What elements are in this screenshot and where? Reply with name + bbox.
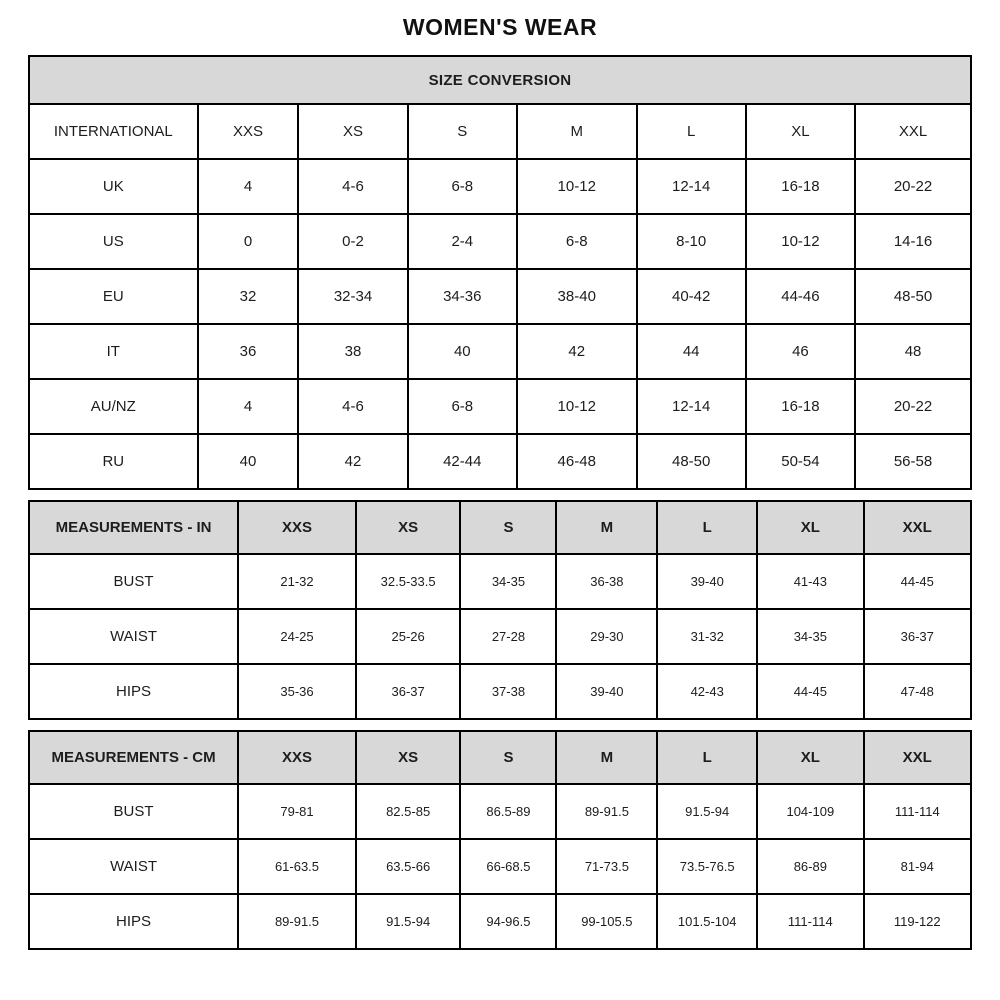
column-header-xs: XS bbox=[298, 104, 407, 159]
cell: 44-46 bbox=[746, 269, 855, 324]
cell: 56-58 bbox=[855, 434, 971, 489]
cell: 44 bbox=[637, 324, 746, 379]
row-label: HIPS bbox=[29, 664, 238, 719]
row-label: IT bbox=[29, 324, 198, 379]
size-header-l: L bbox=[657, 731, 757, 784]
row-label: WAIST bbox=[29, 839, 238, 894]
measurements-in-table bbox=[28, 500, 972, 720]
cell: 48-50 bbox=[637, 434, 746, 489]
cell: 24-25 bbox=[238, 609, 356, 664]
row-label: EU bbox=[29, 269, 198, 324]
row-label: HIPS bbox=[29, 894, 238, 949]
cell: 21-32 bbox=[238, 554, 356, 609]
page-title: WOMEN'S WEAR bbox=[402, 14, 598, 40]
table-row-hips-in bbox=[29, 664, 971, 719]
cell: 12-14 bbox=[637, 159, 746, 214]
cell: 101.5-104 bbox=[657, 894, 757, 949]
cell: 6-8 bbox=[408, 159, 517, 214]
cell: 111-114 bbox=[864, 784, 971, 839]
size-header-xxl: XXL bbox=[864, 731, 971, 784]
size-header-m: M bbox=[556, 731, 657, 784]
cell: 2-4 bbox=[408, 214, 517, 269]
cell: 42-43 bbox=[657, 664, 757, 719]
cell: 37-38 bbox=[460, 664, 556, 719]
cell: 39-40 bbox=[556, 664, 657, 719]
cell: 16-18 bbox=[746, 379, 855, 434]
table-row-bust-in bbox=[29, 554, 971, 609]
cell: 44-45 bbox=[757, 664, 863, 719]
cell: 46-48 bbox=[517, 434, 637, 489]
cell: 36 bbox=[198, 324, 299, 379]
measurements-cm-header-row bbox=[29, 731, 971, 784]
cell: 79-81 bbox=[238, 784, 356, 839]
cell: 4 bbox=[198, 379, 299, 434]
column-header-international: INTERNATIONAL bbox=[29, 104, 198, 159]
cell: 91.5-94 bbox=[657, 784, 757, 839]
cell: 86.5-89 bbox=[460, 784, 556, 839]
measurements-in-header-row bbox=[29, 501, 971, 554]
cell: 4-6 bbox=[298, 379, 407, 434]
cell: 32-34 bbox=[298, 269, 407, 324]
cell: 42 bbox=[298, 434, 407, 489]
cell: 39-40 bbox=[657, 554, 757, 609]
cell: 63.5-66 bbox=[356, 839, 461, 894]
measurements-cm-title: MEASUREMENTS - CM bbox=[29, 731, 238, 784]
cell: 38 bbox=[298, 324, 407, 379]
size-conversion-header: SIZE CONVERSION bbox=[29, 56, 971, 104]
row-label: UK bbox=[29, 159, 198, 214]
cell: 82.5-85 bbox=[356, 784, 461, 839]
row-label: US bbox=[29, 214, 198, 269]
cell: 41-43 bbox=[757, 554, 863, 609]
table-row-aunz bbox=[29, 379, 971, 434]
cell: 89-91.5 bbox=[238, 894, 356, 949]
cell: 0 bbox=[198, 214, 299, 269]
cell: 4 bbox=[198, 159, 299, 214]
column-header-l: L bbox=[637, 104, 746, 159]
size-conversion-band-row bbox=[29, 56, 971, 104]
column-header-m: M bbox=[517, 104, 637, 159]
cell: 99-105.5 bbox=[556, 894, 657, 949]
cell: 10-12 bbox=[517, 159, 637, 214]
measurements-cm-table bbox=[28, 730, 972, 950]
cell: 10-12 bbox=[746, 214, 855, 269]
cell: 94-96.5 bbox=[460, 894, 556, 949]
cell: 16-18 bbox=[746, 159, 855, 214]
size-header-s: S bbox=[460, 731, 556, 784]
cell: 4-6 bbox=[298, 159, 407, 214]
measurements-in-title: MEASUREMENTS - IN bbox=[29, 501, 238, 554]
size-header-xl: XL bbox=[757, 731, 863, 784]
cell: 34-36 bbox=[408, 269, 517, 324]
cell: 32 bbox=[198, 269, 299, 324]
size-header-xs: XS bbox=[356, 731, 461, 784]
row-label: AU/NZ bbox=[29, 379, 198, 434]
cell: 34-35 bbox=[460, 554, 556, 609]
row-label: RU bbox=[29, 434, 198, 489]
cell: 73.5-76.5 bbox=[657, 839, 757, 894]
cell: 32.5-33.5 bbox=[356, 554, 461, 609]
cell: 81-94 bbox=[864, 839, 971, 894]
cell: 48 bbox=[855, 324, 971, 379]
cell: 10-12 bbox=[517, 379, 637, 434]
cell: 104-109 bbox=[757, 784, 863, 839]
cell: 36-37 bbox=[356, 664, 461, 719]
cell: 86-89 bbox=[757, 839, 863, 894]
cell: 111-114 bbox=[757, 894, 863, 949]
size-header-xxs: XXS bbox=[238, 731, 356, 784]
cell: 40-42 bbox=[637, 269, 746, 324]
size-header-xxl: XXL bbox=[864, 501, 971, 554]
cell: 36-38 bbox=[556, 554, 657, 609]
column-header-s: S bbox=[408, 104, 517, 159]
cell: 8-10 bbox=[637, 214, 746, 269]
table-row-eu bbox=[29, 269, 971, 324]
cell: 31-32 bbox=[657, 609, 757, 664]
table-row-waist-in bbox=[29, 609, 971, 664]
column-header-xl: XL bbox=[746, 104, 855, 159]
cell: 25-26 bbox=[356, 609, 461, 664]
row-label: WAIST bbox=[29, 609, 238, 664]
column-header-xxs: XXS bbox=[198, 104, 299, 159]
cell: 66-68.5 bbox=[460, 839, 556, 894]
cell: 71-73.5 bbox=[556, 839, 657, 894]
cell: 42 bbox=[517, 324, 637, 379]
cell: 40 bbox=[198, 434, 299, 489]
cell: 20-22 bbox=[855, 379, 971, 434]
cell: 12-14 bbox=[637, 379, 746, 434]
cell: 20-22 bbox=[855, 159, 971, 214]
column-header-xxl: XXL bbox=[855, 104, 971, 159]
cell: 14-16 bbox=[855, 214, 971, 269]
size-header-m: M bbox=[556, 501, 657, 554]
table-row-bust-cm bbox=[29, 784, 971, 839]
size-header-s: S bbox=[460, 501, 556, 554]
table-row-us bbox=[29, 214, 971, 269]
table-row-uk bbox=[29, 159, 971, 214]
cell: 47-48 bbox=[864, 664, 971, 719]
size-header-xs: XS bbox=[356, 501, 461, 554]
cell: 42-44 bbox=[408, 434, 517, 489]
cell: 29-30 bbox=[556, 609, 657, 664]
cell: 36-37 bbox=[864, 609, 971, 664]
cell: 6-8 bbox=[517, 214, 637, 269]
cell: 38-40 bbox=[517, 269, 637, 324]
row-label: BUST bbox=[29, 784, 238, 839]
table-row-waist-cm bbox=[29, 839, 971, 894]
size-conversion-table bbox=[28, 55, 972, 490]
cell: 119-122 bbox=[864, 894, 971, 949]
cell: 50-54 bbox=[746, 434, 855, 489]
table-row-hips-cm bbox=[29, 894, 971, 949]
cell: 61-63.5 bbox=[238, 839, 356, 894]
cell: 91.5-94 bbox=[356, 894, 461, 949]
cell: 6-8 bbox=[408, 379, 517, 434]
cell: 35-36 bbox=[238, 664, 356, 719]
cell: 46 bbox=[746, 324, 855, 379]
cell: 34-35 bbox=[757, 609, 863, 664]
cell: 27-28 bbox=[460, 609, 556, 664]
size-header-xl: XL bbox=[757, 501, 863, 554]
cell: 40 bbox=[408, 324, 517, 379]
size-header-l: L bbox=[657, 501, 757, 554]
cell: 48-50 bbox=[855, 269, 971, 324]
cell: 89-91.5 bbox=[556, 784, 657, 839]
row-label: BUST bbox=[29, 554, 238, 609]
table-row-it bbox=[29, 324, 971, 379]
table-row-ru bbox=[29, 434, 971, 489]
size-header-xxs: XXS bbox=[238, 501, 356, 554]
size-conversion-column-header-row bbox=[29, 104, 971, 159]
cell: 44-45 bbox=[864, 554, 971, 609]
cell: 0-2 bbox=[298, 214, 407, 269]
